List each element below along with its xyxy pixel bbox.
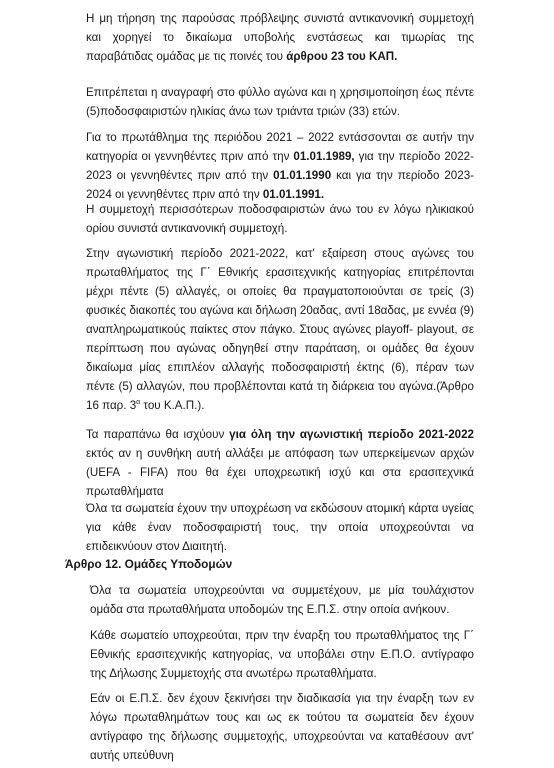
bold-article-ref: άρθρου 23 του ΚΑΠ. bbox=[286, 50, 398, 63]
bold-date: 01.01.1991. bbox=[262, 188, 325, 201]
paragraph-declaration-submission: Κάθε σωματείο υποχρεούται, πριν την έναρξη του πρωταθλήματος της Γ΄ Εθνικής ερασιτεχνικής κατηγορίας, να υποβάλει στην Ε.Π.Ο. αντίγραφο της Δήλωσης Συμμετοχής στα ανωτέρω πρωταθλήματα. bbox=[90, 629, 474, 680]
paragraph-penalty bbox=[86, 9, 474, 66]
paragraph-substitutions bbox=[86, 244, 474, 415]
paragraph-irregular-participation: Η συμμετοχή περισσότερων ποδοσφαιριστών άνω του εν λόγω ηλικιακού ορίου συνιστά αντικανονική συμμετοχή. bbox=[86, 203, 474, 235]
bold-date: 01.01.1990 bbox=[273, 169, 332, 182]
paragraph-youth-teams: Όλα τα σωματεία υποχρεούνται να συμμετέχουν, με μία τουλάχιστον ομάδα στα πρωταθλήματα υποδομών της Ε.Π.Σ. στην οποία ανήκουν. bbox=[90, 584, 474, 616]
text-span: και για την περίοδο 2023-2024 οι γεννηθέντες πριν από την bbox=[86, 169, 475, 201]
paragraph-players-over-33: Επιτρέπεται η αναγραφή στο φύλλο αγώνα και η χρησιμοποίηση έως πέντε (5)ποδοσφαιριστών ηλικίας άνω των τριάντα τριών (33) ετών. bbox=[86, 86, 474, 118]
text-span: Η μη τήρηση της παρούσας πρόβλεψης συνιστά αντικανονική συμμετοχή και χορηγεί το δικαίωμα υποβολής ενστάσεως και τιμωρίας της παραβάτιδας ομάδας με τις ποινές του bbox=[86, 12, 474, 63]
text-span: του Κ.Α.Π.). bbox=[140, 399, 205, 412]
bold-period: για όλη την αγωνιστική περίοδο 2021-2022 bbox=[229, 428, 474, 441]
text-span: Στην αγωνιστική περίοδο 2021-2022, κατ' εξαίρεση στους αγώνες του πρωταθλήματος της Γ΄ Εθνικής ερασιτεχνικής κατηγορίας επιτρέπονται μέχρι πέντε (5) αλλαγές, οι οποίες θα πραγματοποιούνται σε τρείς (3) φυσικές διακοπές του αγώνα και δήλωση 20αδας, αντί 18αδας, με εννέα (9) αναπληρωματικούς παίκτες στον πάγκο. Στους αγώνες playoff- playout, σε περίπτωση που αγώνας οδηγηθεί στην παράταση, οι ομάδες θα έχουν δικαίωμα μίας επιπλέον αλλαγής ποδοσφαιριστή έκτης (6), πέραν των πέντε (5) αλλαγών, που προβλέπονται κατά τη διάρκεια του αγώνα.(Άρθρο 16 παρ. 3 bbox=[86, 247, 474, 412]
paragraph-health-card: Όλα τα σωματεία έχουν την υποχρέωση να εκδώσουν ατομική κάρτα υγείας για κάθε έναν ποδοσφαιριστή τους, την οποία υποχρεούνται να επιδεικνύουν στον Διαιτητή. bbox=[86, 502, 474, 553]
text-span: Για το πρωτάθλημα της περιόδου 2021 – 2022 εντάσσονται σε αυτήν την κατηγορία οι γεννηθέντες πριν από την bbox=[86, 131, 474, 163]
text-span: Τα παραπάνω θα ισχύουν bbox=[86, 428, 230, 441]
article-12-heading: Άρθρο 12. Ομάδες Υποδομών bbox=[65, 557, 233, 571]
paragraph-birthdates bbox=[86, 128, 474, 204]
paragraph-validity bbox=[86, 425, 474, 501]
bold-date: 01.01.1989, bbox=[293, 150, 355, 163]
paragraph-eps-procedure: Εάν οι Ε.Π.Σ. δεν έχουν ξεκινήσει την διαδικασία για την έναρξη των εν λόγω πρωταθλημάτων τους και ως εκ τούτου τα σωματεία δεν έχουν αντίγραφο της δήλωσης συμμετοχής, υποχρεούνται να καταθέσουν αντ' αυτής υπεύθυνη bbox=[90, 692, 474, 762]
text-span: για την περίοδο 2022-2023 οι γεννηθέντες πριν από την bbox=[86, 150, 474, 182]
text-span: εκτός αν η συνθήκη αυτή αλλάξει με απόφαση των υπερκείμενων αρχών (UEFA - FIFA) που θα έχει υποχρεωτική ισχύ και στα ερασιτεχνικά πρωταθλήματα bbox=[86, 447, 474, 498]
superscript: α bbox=[136, 399, 141, 407]
